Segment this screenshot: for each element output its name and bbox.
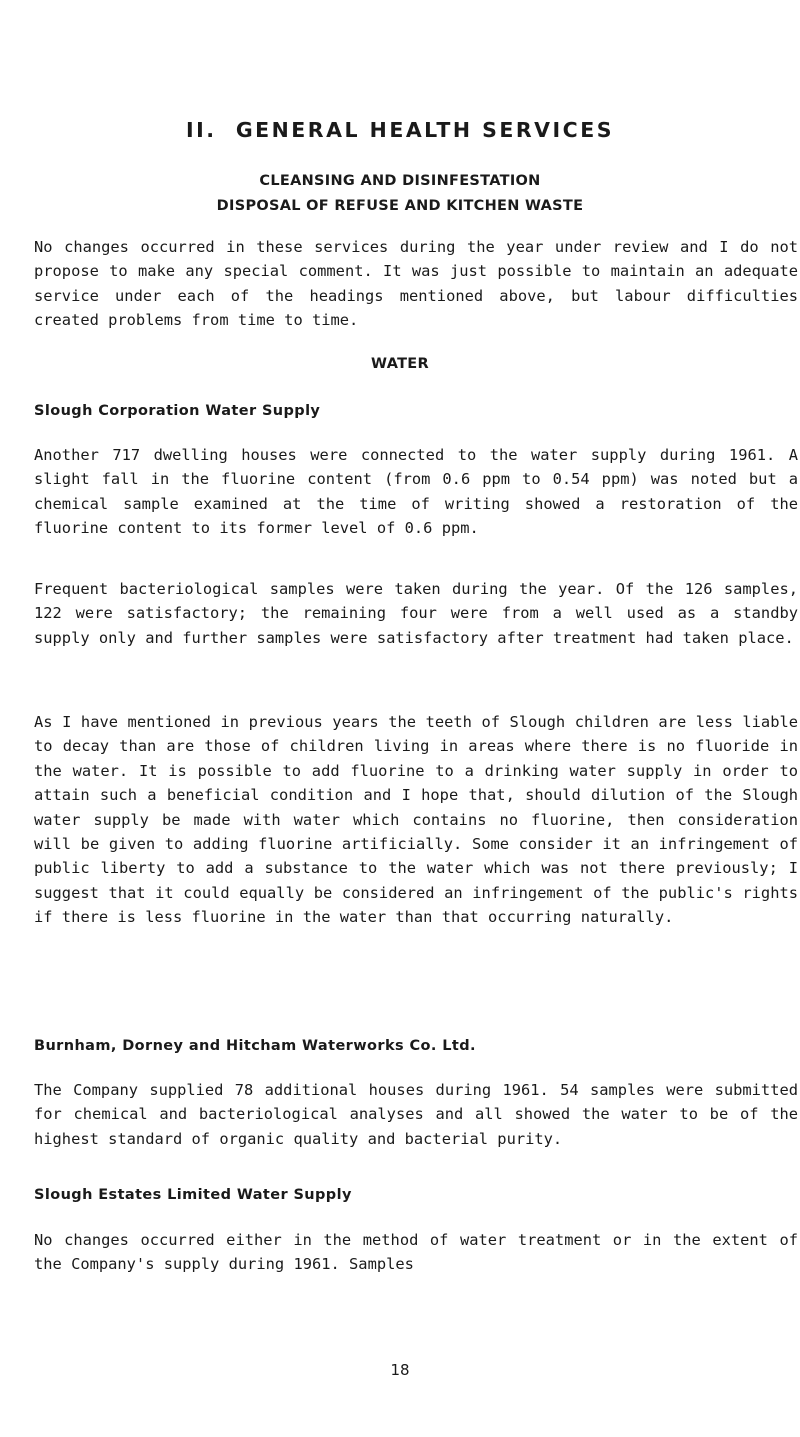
subheading-cleansing: CLEANSING AND DISINFESTATION [259,173,541,189]
burnham-heading: Burnham, Dorney and Hitcham Waterworks Co. Ltd. [34,1038,476,1054]
water-heading: WATER [371,356,429,372]
subheading-refuse: DISPOSAL OF REFUSE AND KITCHEN WASTE [216,198,584,214]
page-title: II. GENERAL HEALTH SERVICES [186,118,614,142]
slough-corporation-heading: Slough Corporation Water Supply [34,403,321,419]
burnham-paragraph: The Company supplied 78 additional houses during 1961. 54 samples were submitted for chemical and bacteriological analyses and all showed the water to be of the highest standard of organic quality and bacterial purity. [34,1081,798,1148]
slough-corporation-paragraph-1: Another 717 dwelling houses were connected to the water supply during 1961. A slight fall in the fluorine content (from 0.6 ppm to 0.54 ppm) was noted but a chemical sample examined at the time of writing showed a restoration of the fluorine content to its former level of 0.6 ppm. [34,446,798,538]
slough-estates-heading: Slough Estates Limited Water Supply [34,1187,352,1203]
slough-estates-paragraph: No changes occurred either in the method of water treatment or in the extent of the Company's supply during 1961. Samples [34,1231,798,1274]
slough-corporation-paragraph-2: Frequent bacteriological samples were taken during the year. Of the 126 samples, 122 were satisfactory; the remaining four were from a well used as a standby supply only and further samples were satisfactory after treatment had taken place. [34,580,798,647]
intro-paragraph: No changes occurred in these services during the year under review and I do not propose to make any special comment. It was just possible to maintain an adequate service under each of the headings mentioned above, but labour difficulties created problems from time to time. [34,238,798,330]
slough-corporation-paragraph-3: As I have mentioned in previous years the teeth of Slough children are less liable to decay than are those of children living in areas where there is no fluoride in the water. It is possible to add fluorine to a drinking water supply in order to attain such a beneficial condition and I hope that, should dilution of the Slough water supply be made with water which contains no fluorine, then consideration will be given to adding fluorine artificially. Some consider it an infringement of public liberty to add a substance to the water which was not there previously; I suggest that it could equally be considered an infringement of the public's rights if there is less fluorine in the water than that occurring naturally. [34,713,798,927]
page-number: 18 [390,1361,410,1379]
